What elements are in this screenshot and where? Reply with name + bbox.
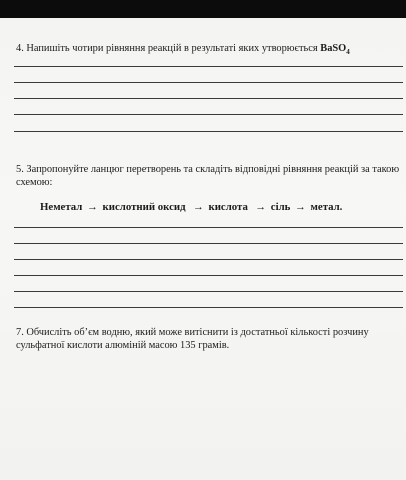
answer-line (14, 227, 403, 228)
question-4-formula: BaSO (320, 43, 347, 54)
arrow-icon: → (295, 201, 306, 213)
answer-line (14, 66, 403, 67)
arrow-icon: → (255, 201, 267, 213)
answer-line (14, 131, 403, 132)
transformation-scheme (40, 201, 344, 213)
arrow-icon: → (192, 201, 204, 213)
question-4 (16, 42, 402, 59)
answer-line (14, 82, 403, 83)
question-7-text: 7. Обчисліть об’єм водню, який може витіснити із достатньої кількості розчину сульфатної кислоти алюміній масою 135 грамів. (16, 327, 369, 351)
scheme-step-acid: кислота (208, 201, 248, 213)
photo-top-edge (0, 0, 406, 18)
question-4-text: 4. Напишіть чотири рівняння реакцій в результаті яких утворюється (16, 43, 321, 54)
answer-line (14, 98, 403, 99)
scheme-step-acid-oxide: кислотний оксид (102, 201, 186, 213)
answer-line (14, 275, 403, 276)
worksheet-page (0, 18, 406, 480)
answer-line (14, 114, 403, 115)
scheme-step-nonmetal: Неметал (40, 201, 83, 213)
answer-line (14, 307, 403, 308)
question-4-formula-subscript: 4 (346, 48, 350, 57)
question-7 (16, 326, 402, 352)
answer-line (14, 259, 403, 260)
answer-line (14, 243, 403, 244)
scheme-step-salt: сіль (270, 201, 291, 213)
scheme-step-metal: метал. (310, 201, 343, 213)
arrow-icon: → (87, 201, 98, 213)
question-5-text: 5. Запропонуйте ланцюг перетворень та складіть відповідні рівняння реакцій за такою схемою: (16, 164, 400, 188)
answer-line (14, 291, 403, 292)
question-5 (16, 163, 402, 189)
